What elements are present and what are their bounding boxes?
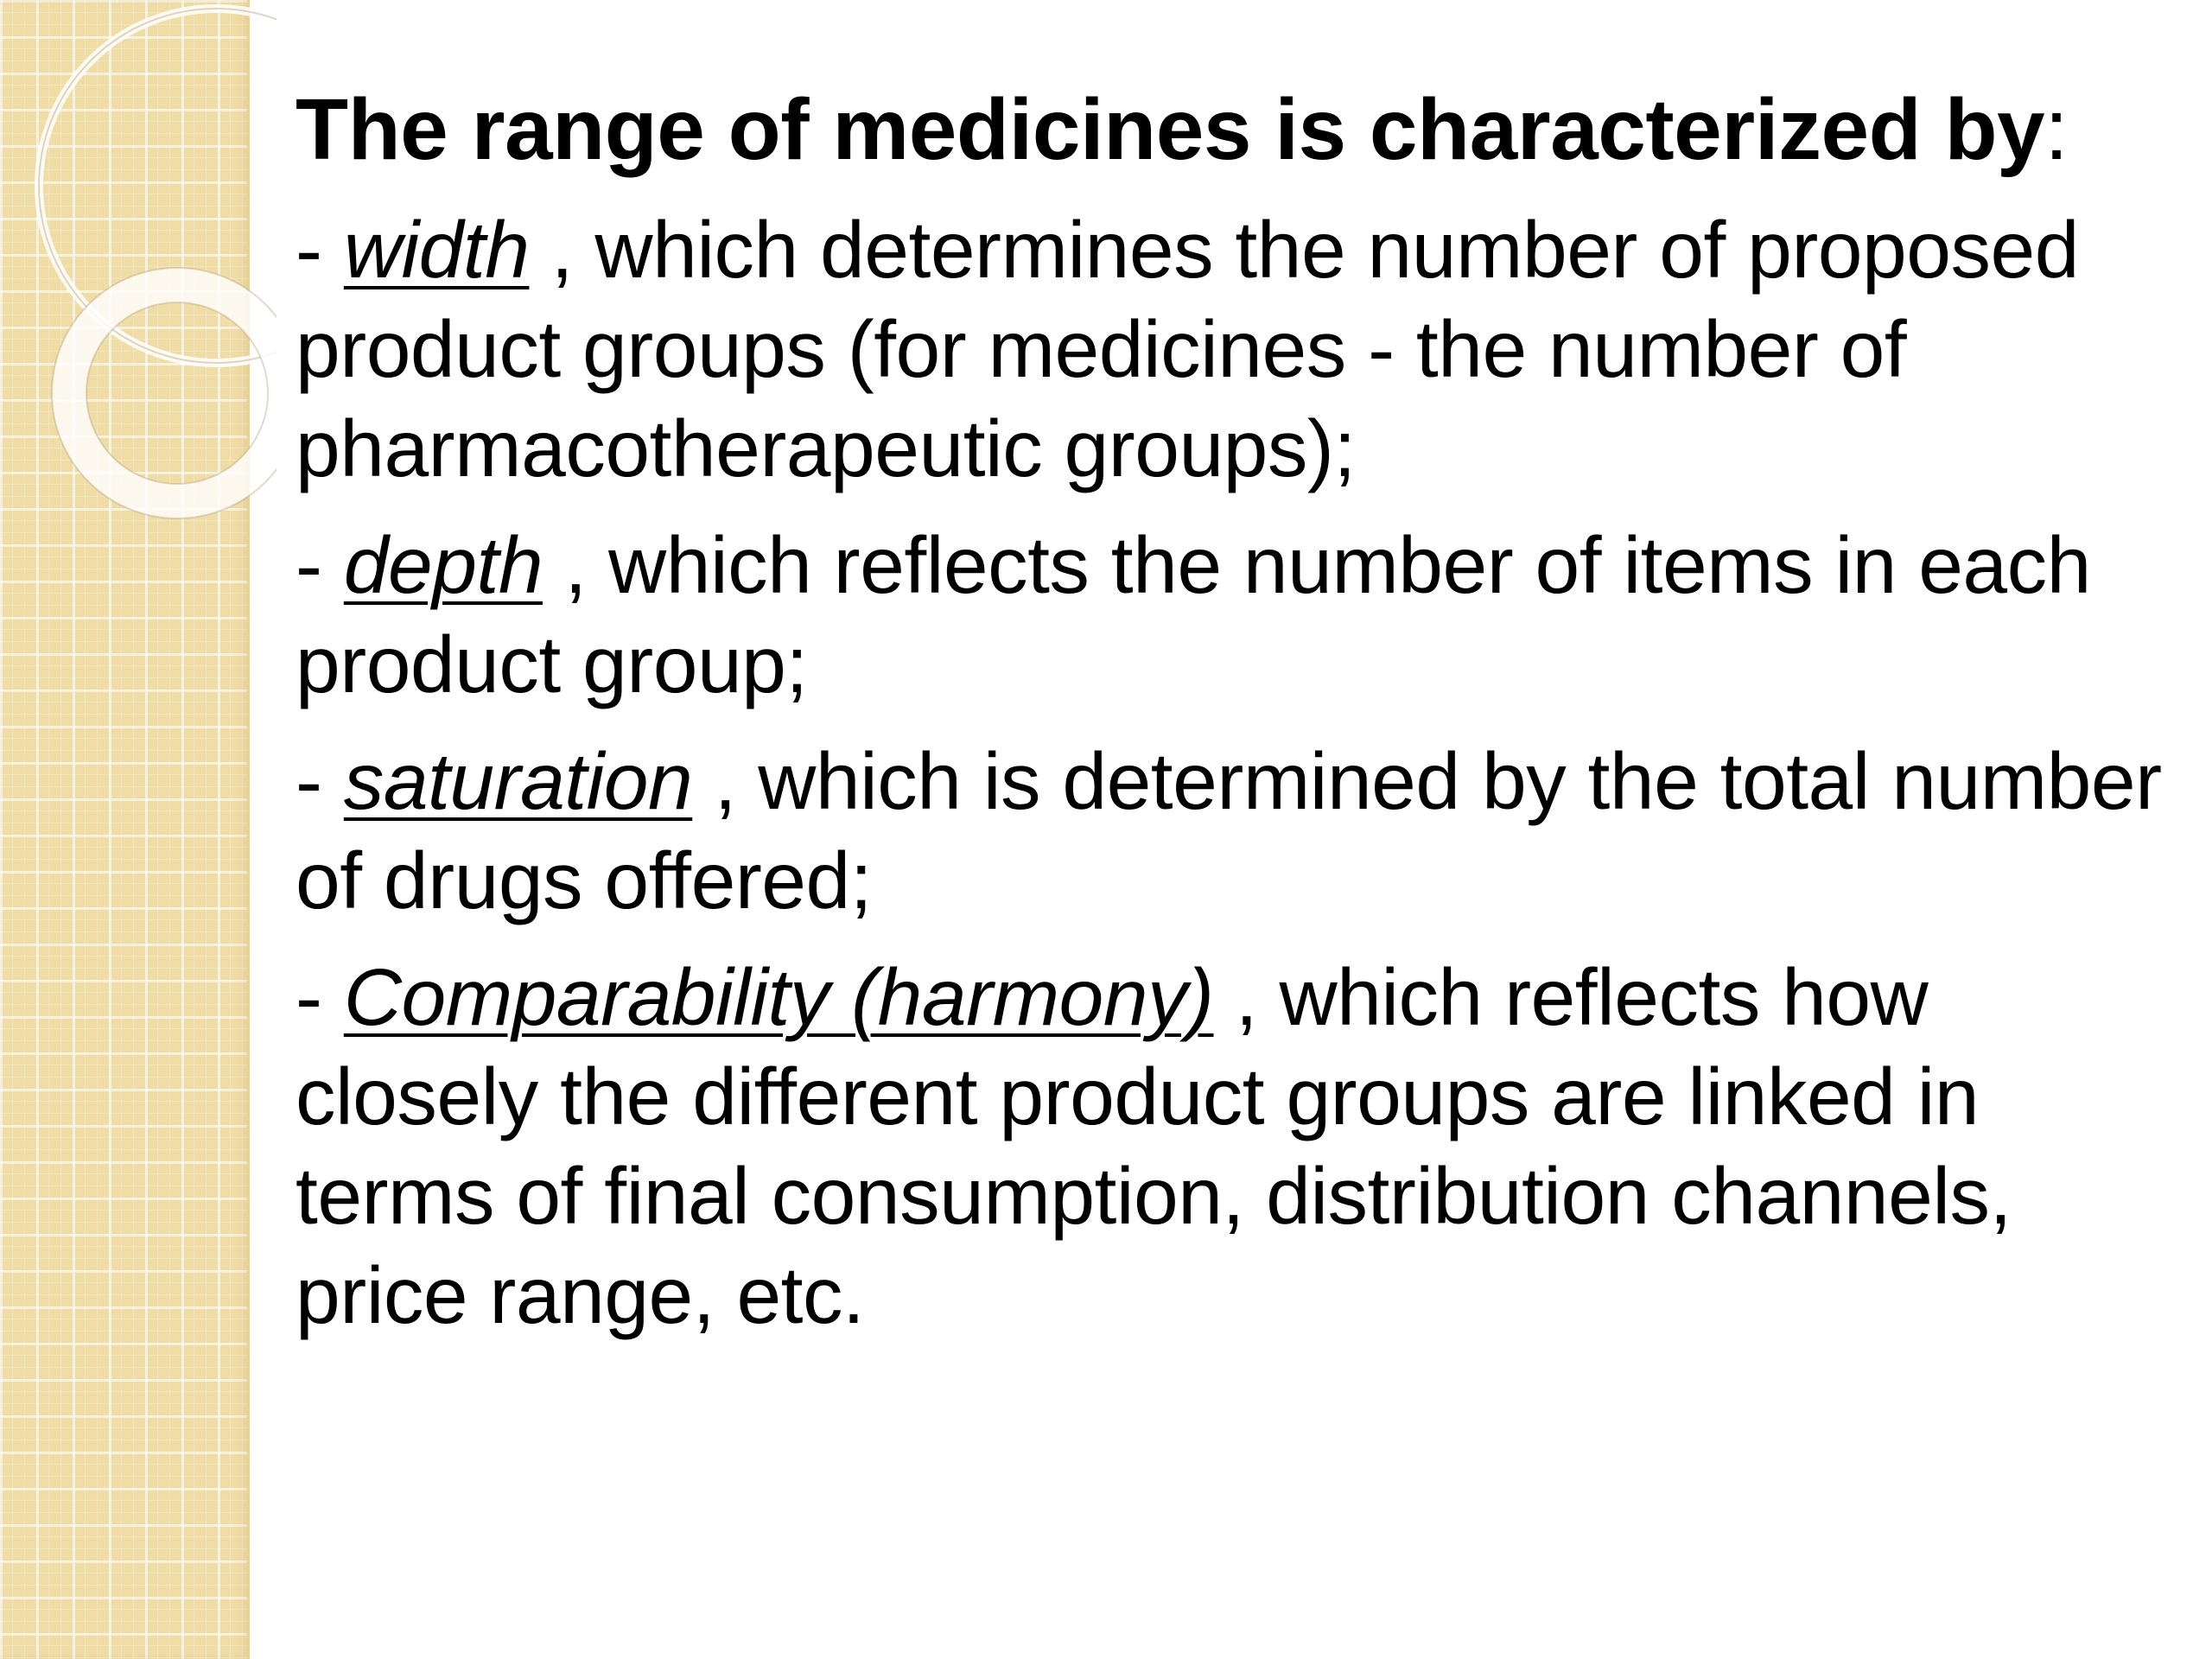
item-prefix: - bbox=[296, 520, 344, 610]
list-item-depth bbox=[296, 516, 2179, 715]
item-description: , which reflects the number of items in each product group; bbox=[296, 520, 2091, 709]
slide-heading bbox=[296, 76, 2179, 183]
item-prefix: - bbox=[296, 952, 344, 1042]
item-description: , which reflects how closely the different product groups are linked in terms of final consumption, distribution channels, price range, etc. bbox=[296, 952, 2012, 1340]
item-prefix: - bbox=[296, 736, 344, 826]
term-depth: depth bbox=[343, 520, 543, 610]
item-description: , which determines the number of proposed product groups (for medicines - the number of pharmacotherapeutic groups); bbox=[296, 205, 2079, 493]
heading-colon: : bbox=[2044, 81, 2069, 178]
item-prefix: - bbox=[296, 205, 344, 295]
item-description: , which is determined by the total number of drugs offered; bbox=[296, 736, 2162, 925]
term-comparability: Comparability (harmony) bbox=[343, 952, 1214, 1042]
term-width: width bbox=[343, 205, 530, 295]
decorative-side-panel bbox=[0, 0, 250, 1659]
term-saturation: saturation bbox=[343, 736, 693, 826]
heading-text: The range of medicines is characterized by bbox=[296, 81, 2045, 178]
list-item-saturation bbox=[296, 732, 2179, 931]
slide-content bbox=[296, 76, 2179, 1363]
list-item-comparability bbox=[296, 948, 2179, 1345]
list-item-width bbox=[296, 200, 2179, 499]
